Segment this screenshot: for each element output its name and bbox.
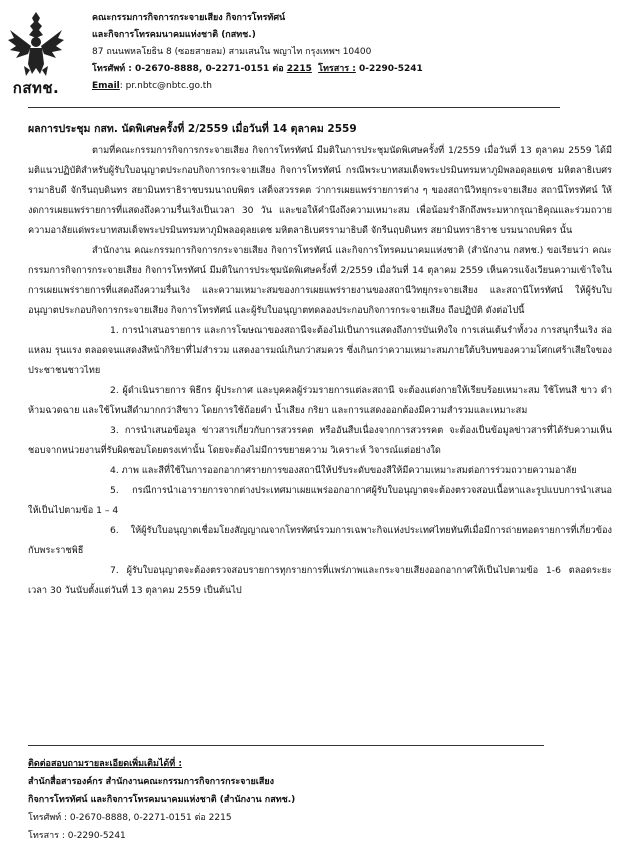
logo-wordmark: กสทช. (12, 79, 60, 97)
footer-phone: โทรศัพท์ : 0-2670-8888, 0-2271-0151 ต่อ 2215 (28, 813, 232, 823)
footer-organization: กิจการโทรทัศน์ และกิจการโทรคมนาคมแห่งชาติ (สำนักงาน กสทช.) (28, 795, 296, 805)
header-divider (28, 107, 560, 108)
paragraph-resolution: สำนักงาน คณะกรรมการกิจการกระจายเสียง กิจการโทรทัศน์ และกิจการโทรคมนาคมแห่งชาติ (สำนักงาน กสทช.) ขอเรียนว่า คณะกรรมการกิจการกระจายเสียง กิจการโทรทัศน์ มีมติในการประชุมนัดพิเศษครั้งที่ 2/2559 เมื่อวันที่ 14 ตุลาคม 2559 เห็นควรแจ้งเวียนความเข้าใจในการเผยแพร่รายการที่แสดงถึงความรื่นเริง และความเหมาะสมของการเผยแพร่รายงานของสถานีวิทยุกระจายเสียง และสถานีโทรทัศน์ ให้ผู้รับใบอนุญาตประกอบกิจการกระจายเสียง กิจการโทรทัศน์ และผู้รับใบอนุญาตทดลองประกอบกิจการกระจายเสียง ถือปฏิบัติ ดังต่อไปนี้ (28, 245, 612, 316)
letterhead (92, 10, 622, 95)
document-title: ผลการประชุม กสท. นัดพิเศษครั้งที่ 2/2559 เมื่อวันที่ 14 ตุลาคม 2559 (28, 123, 357, 135)
document-body (28, 141, 612, 601)
paragraph-background: ตามที่คณะกรรมการกิจการกระจายเสียง กิจการโทรทัศน์ มีมติในการประชุมนัดพิเศษครั้งที่ 1/2559 เมื่อวันที่ 13 ตุลาคม 2559 ได้มีมติแนวปฏิบัติสำหรับผู้รับใบอนุญาตประกอบกิจการกระจายเสียง กิจการโทรทัศน์ กรณีพระบาทสมเด็จพระปรมินทรมหาภูมิพลอดุลยเดช มหิตลาธิเบศรรามาธิบดี จักรีนฤบดินทร สยามินทราธิราชบรมนาถบพิตร เสด็จสวรรคต ว่าการเผยแพร่รายการต่าง ๆ ของสถานีวิทยุกระจายเสียง สถานีโทรทัศน์ ให้งดการเผยแพร่รายการที่แสดงถึงความรื่นเริงเป็นเวลา 30 วัน และขอให้คำนึงถึงความเหมาะสม เพื่อน้อมรำลึกถึงพระมหากรุณาธิคุณและร่วมถวายความอาลัยแด่พระบาทสมเด็จพระปรมินทรมหาภูมิพลอดุลยเดช มหิตลาธิเบศรรามาธิบดี จักรีนฤบดินทร สยามินทราธิราช บรมนาถบพิตร นั้น (28, 145, 612, 236)
list-item-7: 7. ผู้รับใบอนุญาตจะต้องตรวจสอบรายการทุกรายการที่แพร่ภาพและกระจายเสียงออกอากาศให้เป็นไปตามข้อ 1-6 ตลอดระยะเวลา 30 วันนับตั้งแต่วันที่ 13 ตุลาคม 2559 เป็นต้นไป (28, 565, 612, 596)
footer-divider (28, 745, 544, 746)
org-name-line2: และกิจการโทรคมนาคมแห่งชาติ (กสทช.) (92, 30, 256, 40)
contact-email (92, 78, 622, 95)
phone-numbers: 0-2670-8888, 0-2271-0151 ต่อ (131, 64, 287, 74)
fax-number: 0-2290-5241 (355, 64, 423, 74)
email-label[interactable]: Email (92, 81, 120, 91)
list-item-6: 6. ให้ผู้รับใบอนุญาตเชื่อมโยงสัญญาณจากโทรทัศน์รวมการเฉพาะกิจแห่งประเทศไทยทันทีเมื่อมีการถ่ายทอดรายการที่เกี่ยวข้องกับพระราชพิธี (28, 525, 612, 556)
phone-label: โทรศัพท์ : (92, 64, 132, 74)
contact-footer (28, 755, 588, 845)
phone-extension: 2215 (286, 64, 312, 74)
email-value[interactable]: : pr.nbtc@nbtc.go.th (119, 81, 212, 91)
list-item-4: 4. ภาพ และสีที่ใช้ในการออกอากาศรายการของสถานีให้ปรับระดับของสีให้มีความเหมาะสมต่อการร่วมถวายความอาลัย (110, 465, 577, 476)
list-item-5: 5. กรณีการนำเอารายการจากต่างประเทศมาเผยแพร่ออกอากาศผู้รับใบอนุญาตจะต้องตรวจสอบเนื้อหาและรูปแบบการนำเสนอให้เป็นไปตามข้อ 1 – 4 (28, 485, 612, 516)
org-name-line1: คณะกรรมการกิจการกระจายเสียง กิจการโทรทัศน์ (92, 13, 286, 23)
list-item-3: 3. การนำเสนอข้อมูล ข่าวสารเกี่ยวกับการสวรรคต หรืออันสืบเนื่องจากการสวรรคต จะต้องเป็นข้อมูลข่าวสารที่ได้รับความเห็นชอบจากหน่วยงานที่รับผิดชอบโดยตรงเท่านั้น โดยจะต้องไม่มีการขยายความ วิเคราะห์ วิจารณ์แต่อย่างใด (28, 425, 612, 456)
fax-label: โทรสาร : (318, 64, 356, 74)
footer-title: ติดต่อสอบถามรายละเอียดเพิ่มเติมได้ที่ : (28, 759, 182, 769)
contact-phone-fax (92, 61, 622, 78)
footer-department: สำนักสื่อสารองค์กร สำนักงานคณะกรรมการกิจการกระจายเสียง (28, 777, 275, 787)
footer-fax: โทรสาร : 0-2290-5241 (28, 831, 126, 841)
org-address: 87 ถนนพหลโยธิน 8 (ซอยสายลม) สามเสนใน พญาไท กรุงเทพฯ 10400 (92, 47, 372, 57)
list-item-1: 1. การนำเสนอรายการ และการโฆษณาของสถานีจะต้องไม่เป็นการแสดงถึงการบันเทิงใจ การเล่นเต้นรำทั้งวง การสนุกรื่นเริง ล่อแหลม รุนแรง ตลอดจนแสดงสีหน้ากิริยาที่ไม่สำรวม แสดงอารมณ์เกินกว่าสมควร ซึ่งเกินกว่าความเหมาะสมภายใต้บริบทของความโศกเศร้าเสียใจของประชาชนชาวไทย (28, 325, 612, 376)
list-item-2: 2. ผู้ดำเนินรายการ พิธีกร ผู้ประกาศ และบุคคลผู้ร่วมรายการแต่ละสถานี จะต้องแต่งกายให้เรียบร้อยเหมาะสม ใช้โทนสี ขาว ดำ ห้ามฉวดฉาย และใช้โทนสีดำมากกว่าสีขาว โดยการใช้ถ้อยคำ น้ำเสียง กริยา และการแสดงออกต้องมีความสำรวมและเหมาะสม (28, 385, 612, 416)
garuda-emblem-icon (6, 8, 66, 78)
